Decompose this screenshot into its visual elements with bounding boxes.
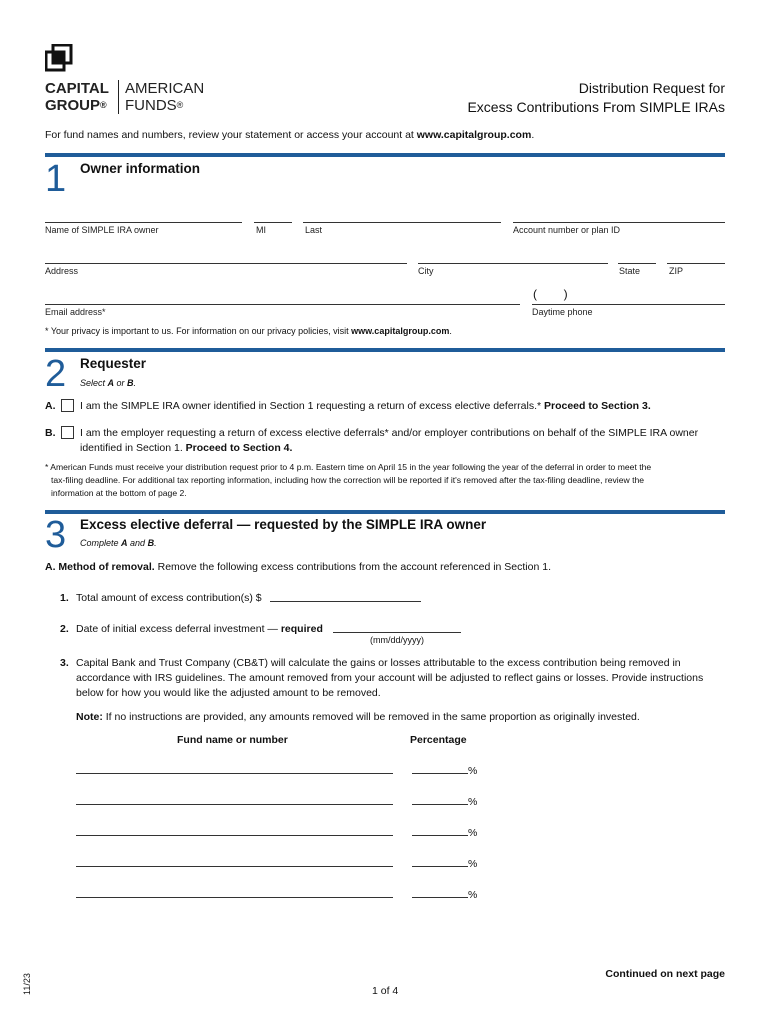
owner-name-field[interactable] [45,222,242,223]
continued-note: Continued on next page [605,968,725,980]
percent-sign-4: % [468,858,478,870]
option-a-checkbox[interactable] [61,399,74,412]
option-a-text: I am the SIMPLE IRA owner identified in Section 1 requesting a return of excess elective deferrals.* Proceed to Section 3. [80,400,651,412]
mi-field[interactable] [254,222,292,223]
account-number-label: Account number or plan ID [513,225,621,235]
fund-name-field-3[interactable] [76,835,393,836]
option-a-letter: A. [45,400,56,412]
percent-sign-1: % [468,765,478,777]
percentage-field-4[interactable] [412,866,468,867]
excess-amount-field[interactable] [270,601,421,602]
section3-bar [45,510,725,514]
percentage-field-1[interactable] [412,773,468,774]
percent-sign-3: % [468,827,478,839]
item2-label: Date of initial excess deferral investment — required [76,623,323,635]
item3-number: 3. [60,657,69,669]
date-format-hint: (mm/dd/yyyy) [370,635,424,645]
section2-title: Requester [80,356,147,371]
method-of-removal: A. Method of removal. Remove the following excess contributions from the account referenced in Section 1. [45,561,551,573]
item2-number: 2. [60,623,69,635]
section3-title: Excess elective deferral — requested by the SIMPLE IRA owner [80,517,487,532]
section2-bar [45,348,725,352]
zip-field[interactable] [667,263,725,264]
item1-label: Total amount of excess contribution(s) $ [76,592,262,604]
email-label: Email address* [45,307,106,317]
last-name-label: Last [305,225,323,235]
logo-group: GROUP® [45,97,107,114]
state-label: State [619,266,641,276]
form-date-code: 11/23 [22,973,32,995]
city-label: City [418,266,434,276]
section2-instruction: Select A or B. [80,378,137,388]
fund-name-field-4[interactable] [76,866,393,867]
privacy-note: * Your privacy is important to us. For information on our privacy policies, visit www.capitalgroup.com. [45,326,452,336]
phone-area-code-parens: ( ) [533,287,568,301]
intro-text: For fund names and numbers, review your statement or access your account at www.capitalgroup.com. [45,129,535,141]
percent-sign-5: % [468,889,478,901]
percentage-field-3[interactable] [412,835,468,836]
note-text: Note: If no instructions are provided, any amounts removed will be removed in the same proportion as originally invested. [76,711,640,723]
section1-number: 1 [45,158,67,200]
percentage-column-header: Percentage [410,734,467,746]
page-number: 1 of 4 [372,985,399,997]
logo-divider [118,80,119,114]
document-title: Distribution Request for Excess Contributions From SIMPLE IRAs [467,80,725,115]
owner-name-label: Name of SIMPLE IRA owner [45,225,159,235]
item1-number: 1. [60,592,69,604]
option-b-checkbox[interactable] [61,426,74,439]
last-name-field[interactable] [303,222,501,223]
deadline-footnote: * American Funds must receive your distribution request prior to 4 p.m. Eastern time on April 15 in the year following the year of the deferral in order to meet the tax-filing deadline. For additional tax reporting information, including how the correction will be reported if it's removed after the tax-filing deadline, review the information at the bottom of page 2. [45,462,652,498]
section2-number: 2 [45,353,67,395]
privacy-link[interactable]: www.capitalgroup.com [351,326,450,336]
state-field[interactable] [618,263,656,264]
daytime-phone-label: Daytime phone [532,307,593,317]
section1-title: Owner information [80,161,201,176]
option-b-text: I am the employer requesting a return of excess elective deferrals* and/or employer contributions on behalf of the SIMPLE IRA owner identified in Section 1. Proceed to Section 4. [80,427,699,454]
address-label: Address [45,266,79,276]
option-b-letter: B. [45,427,56,439]
section1-bar [45,153,725,157]
zip-label: ZIP [669,266,684,276]
item3-text: Capital Bank and Trust Company (CB&T) will calculate the gains or losses attributable to the excess contribution being removed in accordance with IRS guidelines. The amount removed from your account will be adjusted to reflect gains or losses. Provide instructions below for how you would like the adjusted amount to be removed. [76,657,704,699]
daytime-phone-field[interactable] [532,304,725,305]
fund-name-field-2[interactable] [76,804,393,805]
address-field[interactable] [45,263,407,264]
percentage-field-5[interactable] [412,897,468,898]
email-field[interactable] [45,304,520,305]
investment-date-field[interactable] [333,632,461,633]
intro-link[interactable]: www.capitalgroup.com [416,129,532,141]
fund-name-field-1[interactable] [76,773,393,774]
logo-capital: CAPITAL [45,80,109,97]
percent-sign-2: % [468,796,478,808]
section3-instruction: Complete A and B. [80,538,157,548]
account-number-field[interactable] [513,222,725,223]
fund-name-field-5[interactable] [76,897,393,898]
capital-group-logo-icon [45,44,73,72]
company-logo [45,80,275,114]
mi-label: MI [256,225,266,235]
section3-number: 3 [45,514,67,556]
percentage-field-2[interactable] [412,804,468,805]
fund-column-header: Fund name or number [177,734,288,746]
city-field[interactable] [418,263,608,264]
logo-american-funds: AMERICAN FUNDS® [125,80,205,114]
